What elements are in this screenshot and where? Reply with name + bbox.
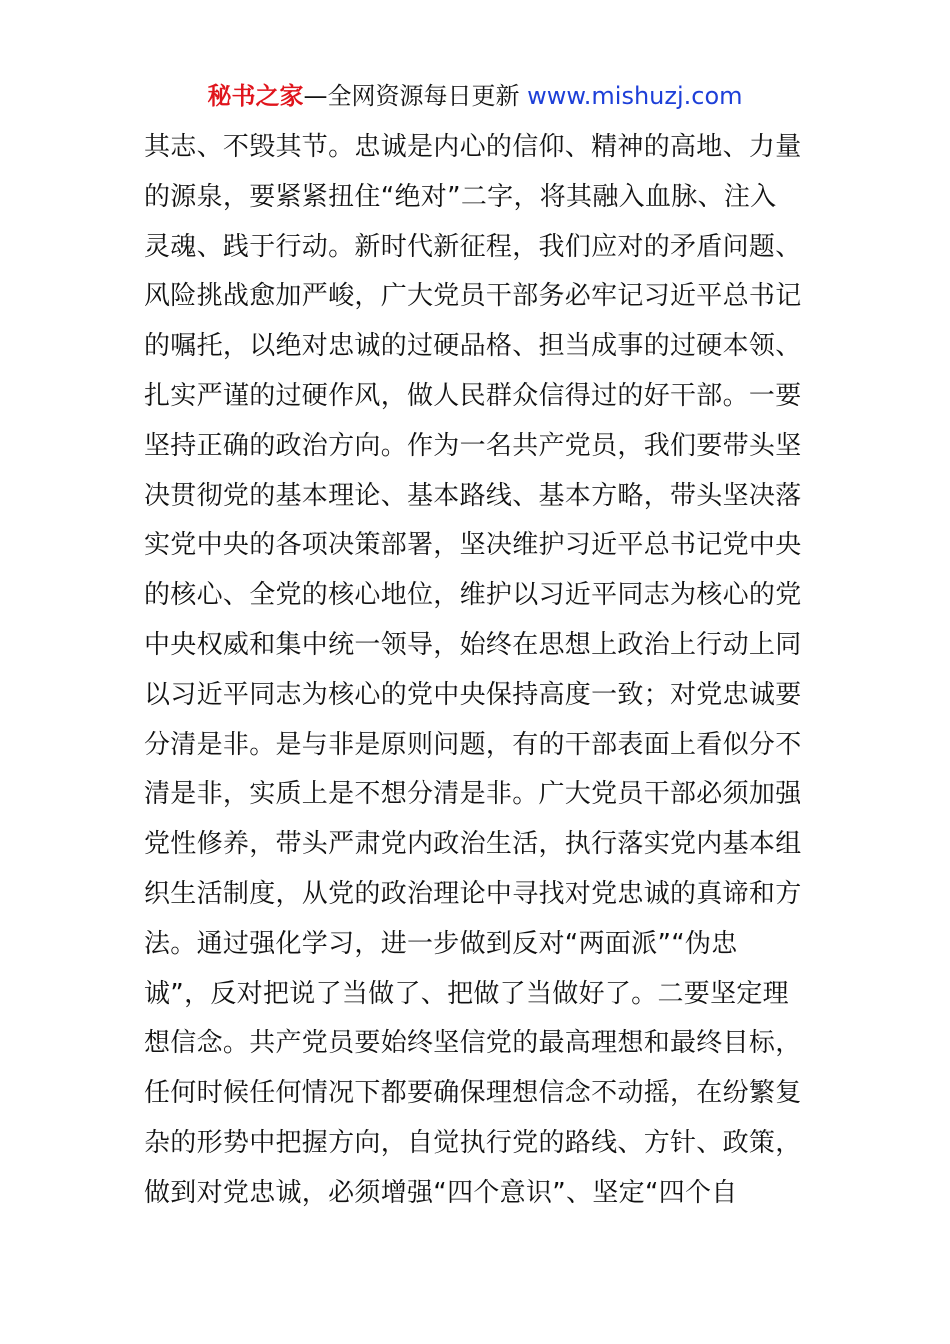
document-body bbox=[144, 123, 814, 1219]
text-line: 想信念。共产党员要始终坚信党的最高理想和最终目标， bbox=[144, 1028, 802, 1059]
site-tagline: —全网资源每日更新 bbox=[303, 82, 528, 110]
text-line: 灵魂、践于行动。新时代新征程，我们应对的矛盾问题、 bbox=[144, 231, 802, 262]
text-line: 坚持正确的政治方向。作为一名共产党员，我们要带头坚 bbox=[144, 430, 802, 461]
text-line: 杂的形势中把握方向，自觉执行党的路线、方针、政策， bbox=[144, 1127, 802, 1158]
text-line: 清是非，实质上是不想分清是非。广大党员干部必须加强 bbox=[144, 779, 802, 810]
page-header bbox=[0, 78, 950, 114]
text-line: 扎实严谨的过硬作风，做人民群众信得过的好干部。一要 bbox=[144, 380, 802, 411]
text-line: 分清是非。是与非是原则问题，有的干部表面上看似分不 bbox=[144, 729, 802, 760]
text-line: 的源泉，要紧紧扭住“绝对”二字，将其融入血脉、注入 bbox=[144, 181, 777, 212]
text-line: 决贯彻党的基本理论、基本路线、基本方略，带头坚决落 bbox=[144, 480, 802, 511]
text-line: 的核心、全党的核心地位，维护以习近平同志为核心的党 bbox=[144, 580, 802, 611]
text-line: 实党中央的各项决策部署，坚决维护习近平总书记党中央 bbox=[144, 530, 802, 561]
text-line: 的嘱托，以绝对忠诚的过硬品格、担当成事的过硬本领、 bbox=[144, 331, 802, 362]
text-line: 诚”，反对把说了当做了、把做了当做好了。二要坚定理 bbox=[144, 978, 789, 1009]
text-line: 法。通过强化学习，进一步做到反对“两面派”“伪忠 bbox=[144, 928, 738, 959]
text-line: 党性修养，带头严肃党内政治生活，执行落实党内基本组 bbox=[144, 829, 802, 860]
text-line: 以习近平同志为核心的党中央保持高度一致；对党忠诚要 bbox=[144, 679, 802, 710]
site-brand: 秘书之家 bbox=[207, 82, 304, 110]
text-line: 任何时候任何情况下都要确保理想信念不动摇，在纷繁复 bbox=[144, 1078, 802, 1109]
text-line: 风险挑战愈加严峻，广大党员干部务必牢记习近平总书记 bbox=[144, 281, 802, 312]
text-line: 做到对党忠诚，必须增强“四个意识”、坚定“四个自 bbox=[144, 1177, 738, 1208]
text-line: 中央权威和集中统一领导，始终在思想上政治上行动上同 bbox=[144, 629, 802, 660]
text-line: 其志、不毁其节。忠诚是内心的信仰、精神的高地、力量 bbox=[144, 132, 802, 162]
site-url[interactable]: www.mishuzj.com bbox=[527, 82, 743, 110]
text-line: 织生活制度，从党的政治理论中寻找对党忠诚的真谛和方 bbox=[144, 878, 802, 909]
